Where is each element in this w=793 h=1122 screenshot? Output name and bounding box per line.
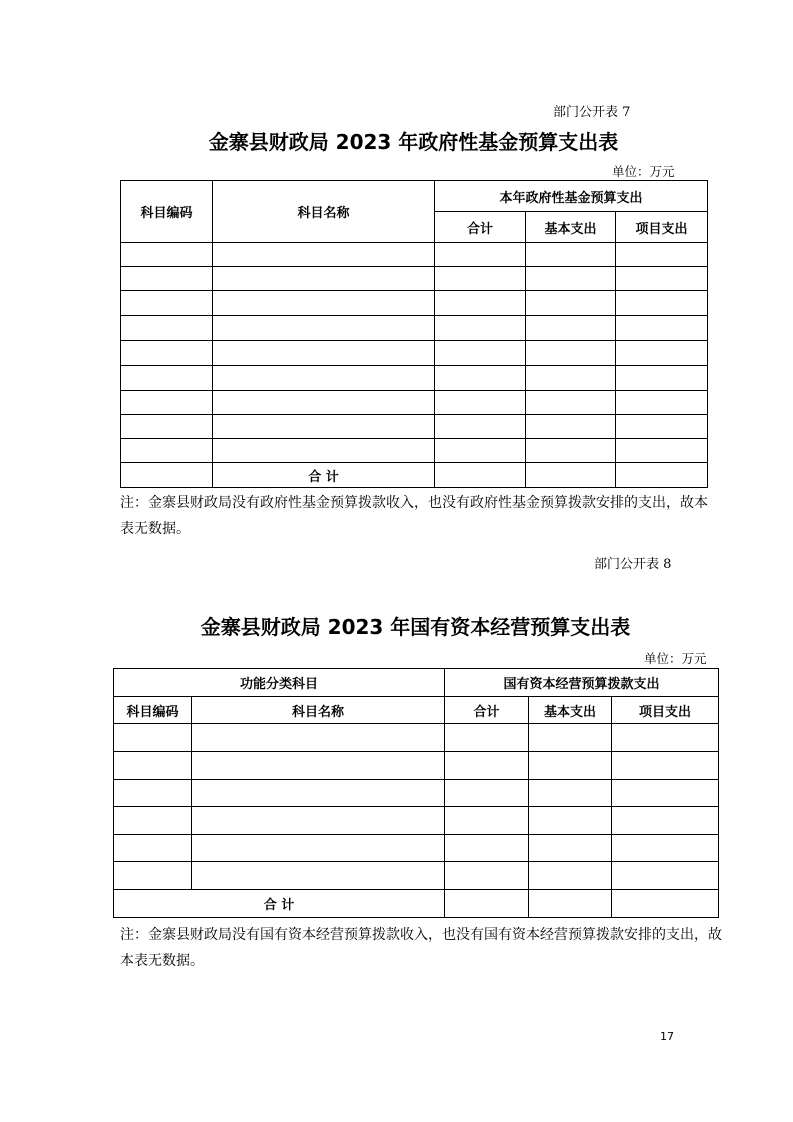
table8-title: 金寨县财政局 2023 年国有资本经营预算支出表 bbox=[200, 615, 631, 639]
table7-label: 部门公开表 7 bbox=[553, 105, 631, 120]
table-row bbox=[121, 243, 708, 267]
table8-total-label: 合 计 bbox=[114, 890, 445, 918]
table-row bbox=[121, 316, 708, 341]
table7-header-project: 项目支出 bbox=[616, 212, 708, 243]
table-row bbox=[121, 415, 708, 439]
table8-header-code: 科目编码 bbox=[114, 697, 192, 724]
table-row bbox=[114, 862, 719, 890]
table7-header-total: 合计 bbox=[435, 212, 526, 243]
table8-header-basic: 基本支出 bbox=[529, 697, 612, 724]
table-row bbox=[121, 439, 708, 463]
table7-title: 金寨县财政局 2023 年政府性基金预算支出表 bbox=[208, 130, 619, 154]
table-row bbox=[114, 752, 719, 780]
table7 bbox=[120, 180, 708, 488]
table7-unit: 单位：万元 bbox=[612, 164, 675, 179]
table7-header-group: 本年政府性基金预算支出 bbox=[435, 181, 708, 212]
table7-header-basic: 基本支出 bbox=[526, 212, 616, 243]
table8-unit: 单位：万元 bbox=[644, 651, 707, 666]
table8-total-row bbox=[114, 890, 719, 918]
table-row bbox=[114, 807, 719, 835]
table7-note: 注：金寨县财政局没有政府性基金预算拨款收入，也没有政府性基金预算拨款安排的支出，故本表无数据。 bbox=[120, 495, 708, 537]
table7-header-code: 科目编码 bbox=[121, 181, 213, 243]
table-row bbox=[121, 341, 708, 366]
table8-header-group: 国有资本经营预算拨款支出 bbox=[445, 669, 719, 697]
table-row bbox=[121, 267, 708, 291]
table-row bbox=[121, 366, 708, 391]
table8-header-name: 科目名称 bbox=[192, 697, 445, 724]
table-row bbox=[114, 724, 719, 752]
page-number: 17 bbox=[660, 1030, 674, 1043]
table7-total-row bbox=[121, 463, 708, 488]
table-row bbox=[114, 780, 719, 807]
table-row bbox=[121, 291, 708, 316]
table7-total-label: 合 计 bbox=[213, 463, 435, 488]
table8-header-func: 功能分类科目 bbox=[114, 669, 445, 697]
table-row bbox=[121, 391, 708, 415]
table8-header-project: 项目支出 bbox=[612, 697, 719, 724]
table8-label: 部门公开表 8 bbox=[594, 557, 672, 572]
table8-note: 注：金寨县财政局没有国有资本经营预算拨款收入，也没有国有资本经营预算拨款安排的支出，故本表无数据。 bbox=[120, 927, 722, 969]
table7-header-name: 科目名称 bbox=[213, 181, 435, 243]
table8 bbox=[113, 668, 719, 918]
table8-header-total: 合计 bbox=[445, 697, 529, 724]
table-row bbox=[114, 835, 719, 862]
